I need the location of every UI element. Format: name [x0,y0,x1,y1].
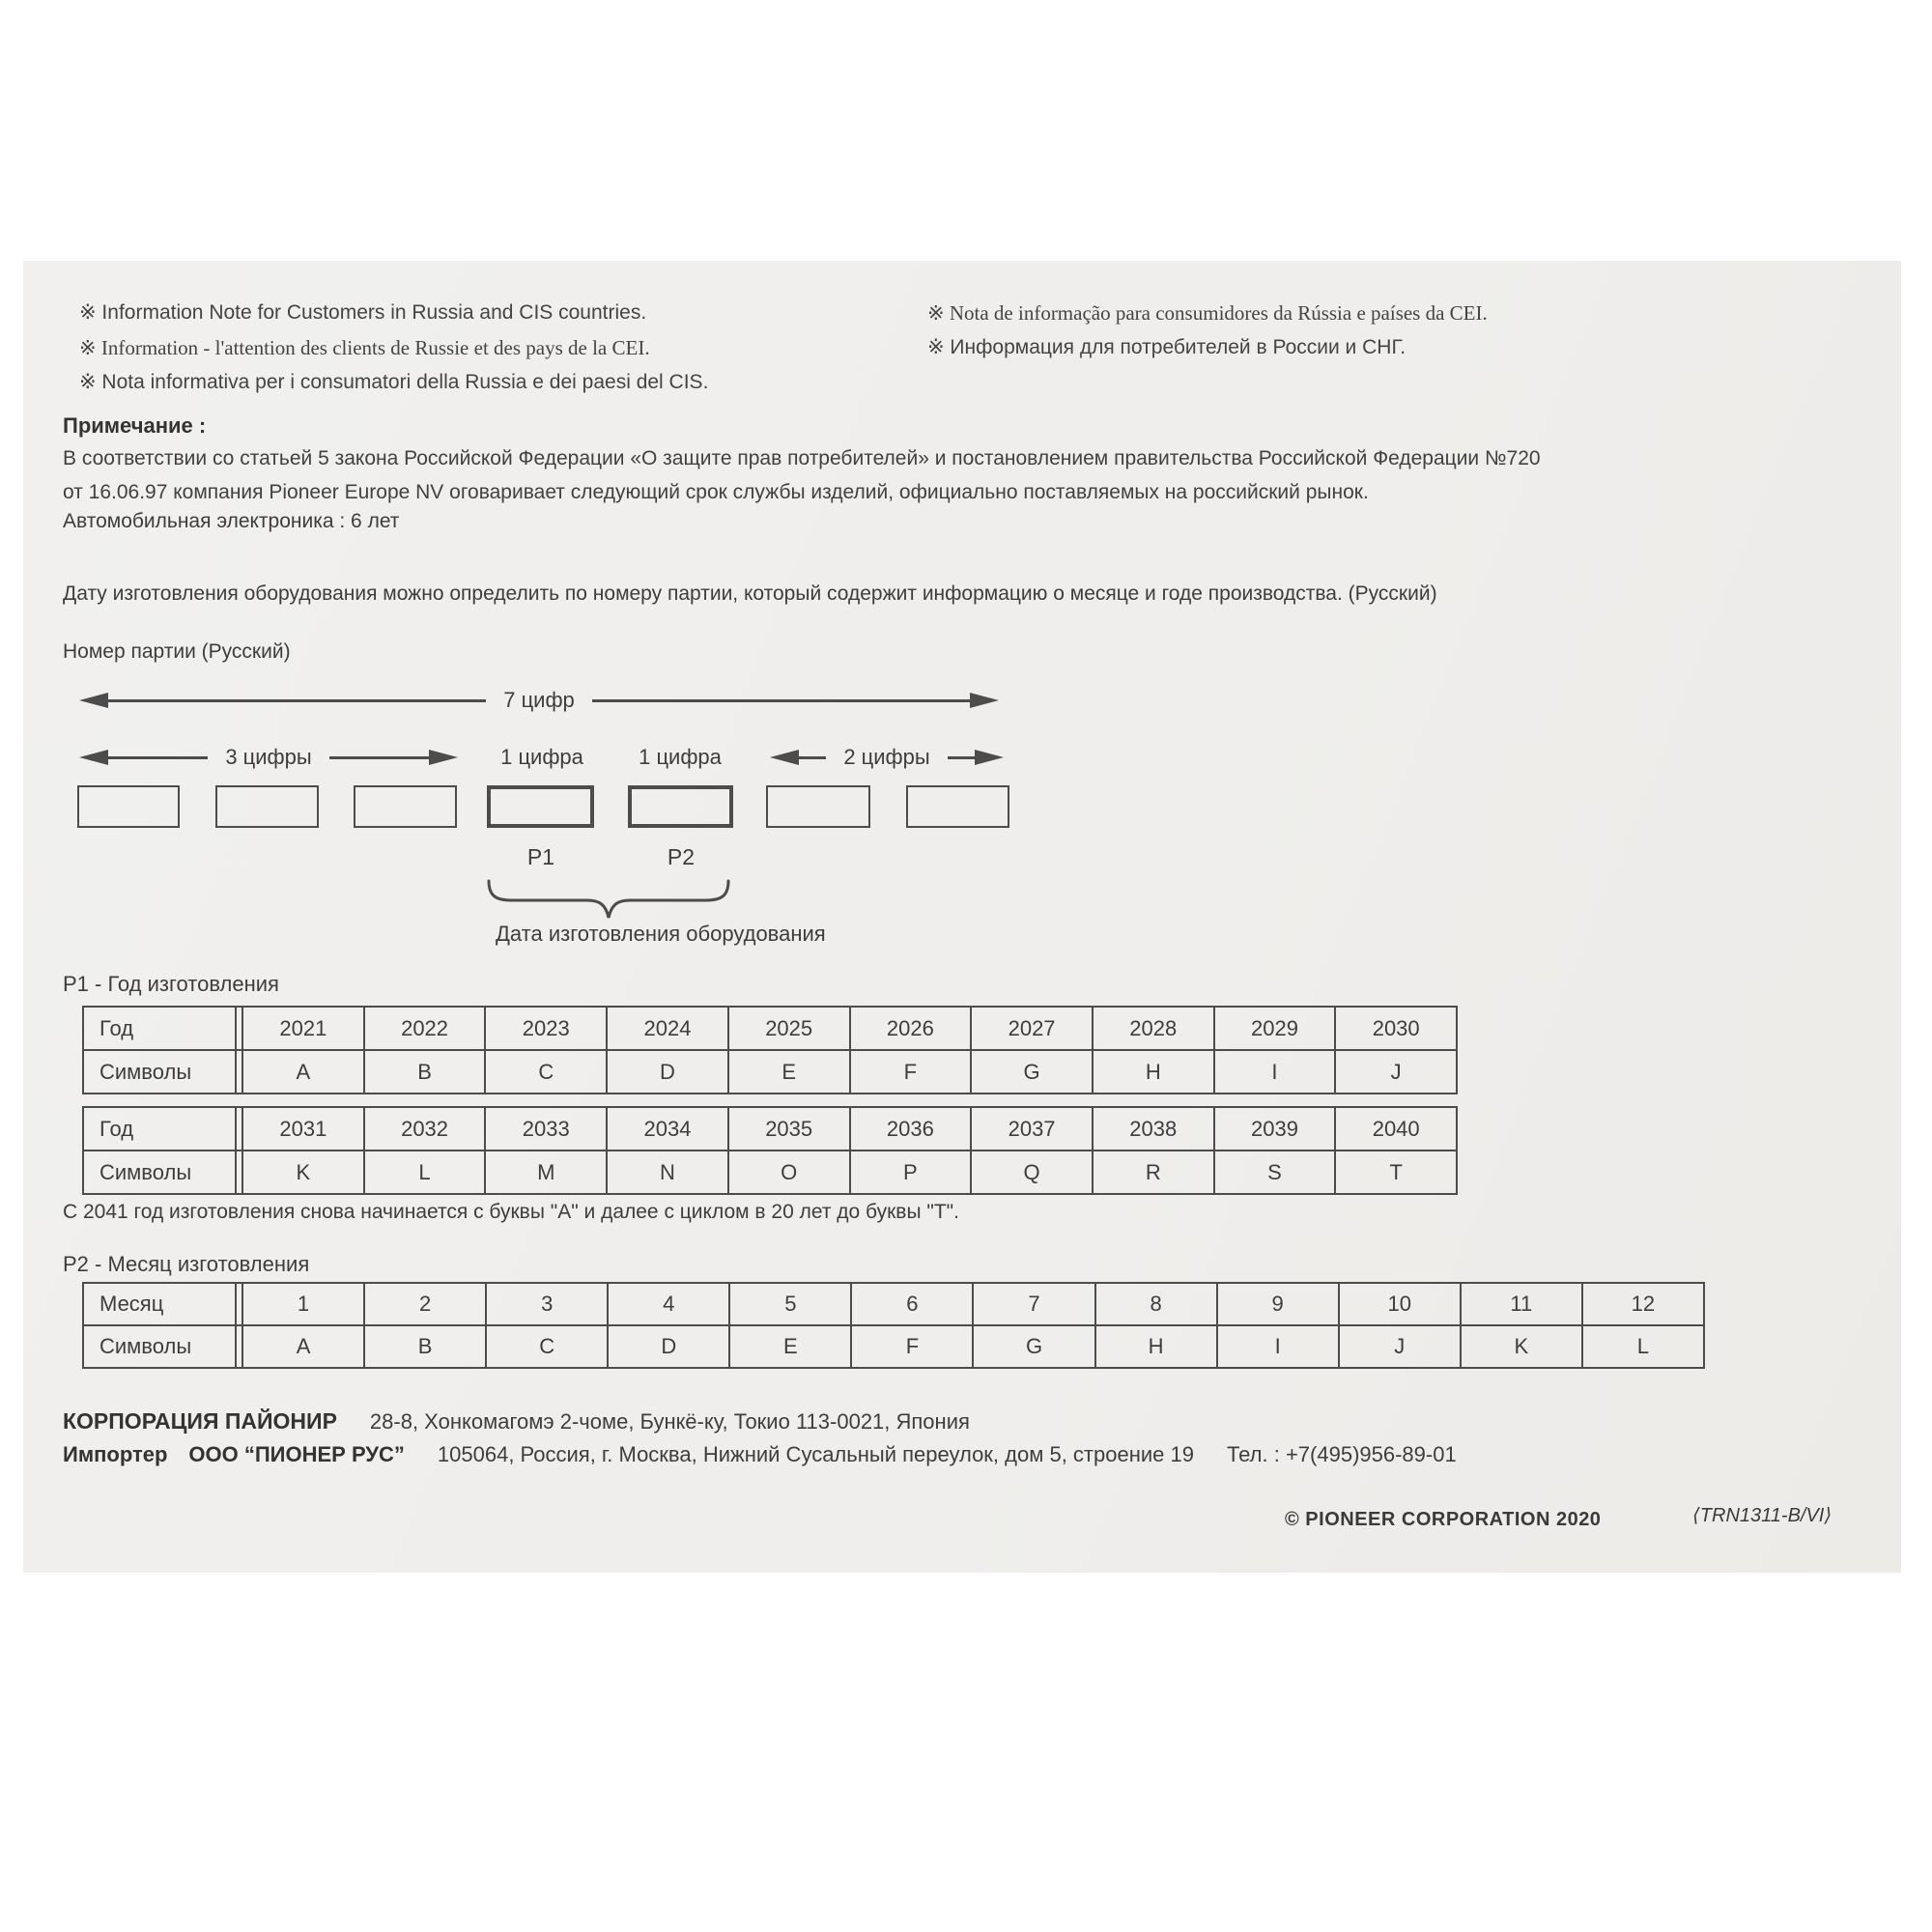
table-cell: 2034 [608,1108,729,1150]
table-cell: F [852,1326,974,1367]
table-cell: 4 [609,1284,730,1324]
table-cell: I [1218,1326,1340,1367]
table-cell: 12 [1631,1292,1656,1316]
table-cell: 2027 [972,1008,1094,1049]
digit-box-3 [354,785,457,828]
one-digit-label-p1: 1 цифра [500,745,583,769]
table-cell: K [1462,1326,1583,1367]
importer-address-line [63,1442,1457,1467]
service-life-line: Автомобильная электроника : 6 лет [63,510,400,532]
row-header: Год [84,1108,237,1150]
table-row [84,1324,1703,1367]
table-cell: 2021 [243,1008,365,1049]
year-table-2031-2040 [82,1106,1458,1195]
copyright-line: © PIONEER CORPORATION 2020 [1285,1509,1602,1530]
double-rule [237,1284,243,1324]
table-cell: C [486,1051,608,1093]
document-paper [23,261,1901,1573]
symbol-cells [243,1051,1456,1093]
table-cell: 2033 [486,1108,608,1150]
table-cell: 6 [852,1284,974,1324]
table-cell: 2025 [729,1008,851,1049]
double-rule [237,1008,243,1049]
arrow-line [799,756,826,759]
note-paragraph [63,441,1541,509]
p1-section-title: P1 - Год изготовления [63,972,279,996]
table-cell: 2031 [243,1108,365,1150]
arrow-line [108,699,486,702]
table-row [84,1150,1456,1193]
p2-label: P2 [667,844,696,869]
digit-box-p2 [628,785,733,828]
note-line-french: ※ Information - l'attention des clients de Russie et des pays de la CEI. [79,336,650,359]
table-cell: 2 [365,1284,487,1324]
table-cell: B [365,1326,487,1367]
table-cell: G [972,1051,1094,1093]
table-cell: 11 [1462,1284,1583,1324]
table-row [84,1008,1456,1049]
table-cell: 9 [1218,1284,1340,1324]
table-cell: 2023 [486,1008,608,1049]
double-rule [237,1051,243,1093]
one-digit-label-p2: 1 цифра [639,745,722,769]
table-cell: 2029 [1215,1008,1337,1049]
table-cell: 1 [243,1284,365,1324]
arrow-right-head-icon [970,693,999,708]
arrow-left-head-icon [79,750,108,765]
table-cell: 2040 [1372,1116,1420,1141]
table-cell: 7 [974,1284,1095,1324]
row-header: Год [84,1008,237,1049]
symbol-cells [243,1151,1456,1193]
row-header: Символы [84,1326,237,1367]
table-cell: M [486,1151,608,1193]
importer-name: ООО “ПИОНЕР РУС” [188,1442,405,1466]
table-cell: 2028 [1094,1008,1215,1049]
table-cell: B [365,1051,487,1093]
p1-label: P1 [526,844,555,869]
table-cell: 2037 [972,1108,1094,1150]
note-paragraph-line1: В соответствии со статьей 5 закона Российской Федерации «О защите прав потребителей» и постановлением правительства Российской Федерации №720 [63,447,1541,469]
importer-phone: Тел. : +7(495)956-89-01 [1226,1442,1457,1466]
three-digits-arrow [79,745,458,770]
arrow-line [592,699,970,702]
digit-box-7 [906,785,1009,828]
importer-label: Импортер [63,1442,168,1466]
arrow-line [108,756,208,759]
table-cell: 2038 [1094,1108,1215,1150]
table-row [84,1049,1456,1093]
two-digits-label: 2 цифры [843,745,930,769]
arrow-left-head-icon [79,693,108,708]
table-cell: D [608,1051,729,1093]
note-line-portuguese: ※ Nota de informação para consumidores da Rússia e países da CEI. [927,301,1488,325]
row-header: Символы [84,1151,237,1193]
table-cell: C [487,1326,609,1367]
p2-section-title: P2 - Месяц изготовления [63,1252,310,1276]
table-cell: 2039 [1215,1108,1337,1150]
note-line-russian: ※ Информация для потребителей в России и СНГ. [927,336,1406,358]
table-cell: G [974,1326,1095,1367]
note-paragraph-line2: от 16.06.97 компания Pioneer Europe NV оговаривает следующий срок службы изделий, официально поставляемых на российский рынок. [63,481,1369,503]
double-rule [237,1108,243,1150]
table-cell: 3 [487,1284,609,1324]
year-table-2021-2030 [82,1006,1458,1094]
month-cells [243,1284,1703,1324]
symbol-cells [243,1326,1703,1367]
table-cell: O [729,1151,851,1193]
table-cell: N [608,1151,729,1193]
total-digits-label: 7 цифр [503,688,575,712]
corporation-name: КОРПОРАЦИЯ ПАЙОНИР [63,1408,337,1434]
table-cell: 2036 [851,1108,973,1150]
note-section-title: Примечание : [63,413,207,438]
table-cell: Q [972,1151,1094,1193]
table-row [84,1284,1703,1324]
table-cell: K [243,1151,365,1193]
table-cell: I [1215,1051,1337,1093]
table-cell: 10 [1340,1284,1462,1324]
double-rule [237,1326,243,1367]
arrow-line [948,756,975,759]
table-cell: 2035 [729,1108,851,1150]
importer-address: 105064, Россия, г. Москва, Нижний Сусальный переулок, дом 5, строение 19 [437,1442,1194,1466]
table-cell: T [1389,1159,1403,1184]
month-table [82,1282,1705,1369]
table-cell: D [609,1326,730,1367]
table-cell: 2024 [608,1008,729,1049]
manufacture-date-intro: Дату изготовления оборудования можно определить по номеру партии, который содержит информацию о месяце и годе производства. (Русский) [63,582,1437,605]
table-cell: A [243,1326,365,1367]
table-cell: 2022 [365,1008,487,1049]
table-cell: P [851,1151,973,1193]
table-cell: L [365,1151,487,1193]
table-cell: J [1340,1326,1462,1367]
table-cell: 2032 [365,1108,487,1150]
table-cell: L [1636,1334,1650,1358]
double-rule [237,1151,243,1193]
table-cell: 8 [1096,1284,1218,1324]
note-line-english: ※ Information Note for Customers in Russia and CIS countries. [79,301,647,324]
arrow-right-head-icon [429,750,458,765]
notes-left-column [79,296,708,400]
row-header: Символы [84,1051,237,1093]
arrow-line [329,756,429,759]
note-line-italian: ※ Nota informativa per i consumatori della Russia e dei paesi del CIS. [79,371,709,393]
three-digits-label: 3 цифры [225,745,312,769]
corporation-address-line [63,1408,970,1435]
notes-right-column [927,296,1488,365]
two-digits-arrow [770,745,1004,770]
table-row [84,1108,1456,1150]
year-cells [243,1108,1456,1150]
lot-number-label: Номер партии (Русский) [63,640,291,663]
total-digits-arrow [79,688,999,713]
table-cell: R [1094,1151,1215,1193]
table-cell: H [1096,1326,1218,1367]
manufacture-date-diagram-label: Дата изготовления оборудования [496,922,826,946]
digit-box-2 [215,785,319,828]
cycle-note: С 2041 год изготовления снова начинается с буквы "A" и далее с циклом в 20 лет до буквы "T". [63,1201,959,1223]
document-code: ⟨TRN1311-B/VI⟩ [1692,1505,1833,1526]
table-cell: E [729,1051,851,1093]
table-cell: 2026 [851,1008,973,1049]
table-cell: E [730,1326,852,1367]
table-cell: 2030 [1372,1015,1420,1040]
row-header: Месяц [84,1284,237,1324]
table-cell: 5 [730,1284,852,1324]
table-cell: J [1390,1059,1402,1084]
arrow-left-head-icon [770,750,799,765]
table-cell: S [1215,1151,1337,1193]
year-cells [243,1008,1456,1049]
brace-icon [487,879,730,922]
table-cell: F [851,1051,973,1093]
table-cell: H [1094,1051,1215,1093]
digit-box-6 [766,785,870,828]
table-cell: A [243,1051,365,1093]
arrow-right-head-icon [975,750,1004,765]
digit-box-1 [77,785,180,828]
corporation-address: 28-8, Хонкомагомэ 2-чоме, Бункё-ку, Токио 113-0021, Япония [369,1409,970,1434]
digit-box-p1 [487,785,594,828]
